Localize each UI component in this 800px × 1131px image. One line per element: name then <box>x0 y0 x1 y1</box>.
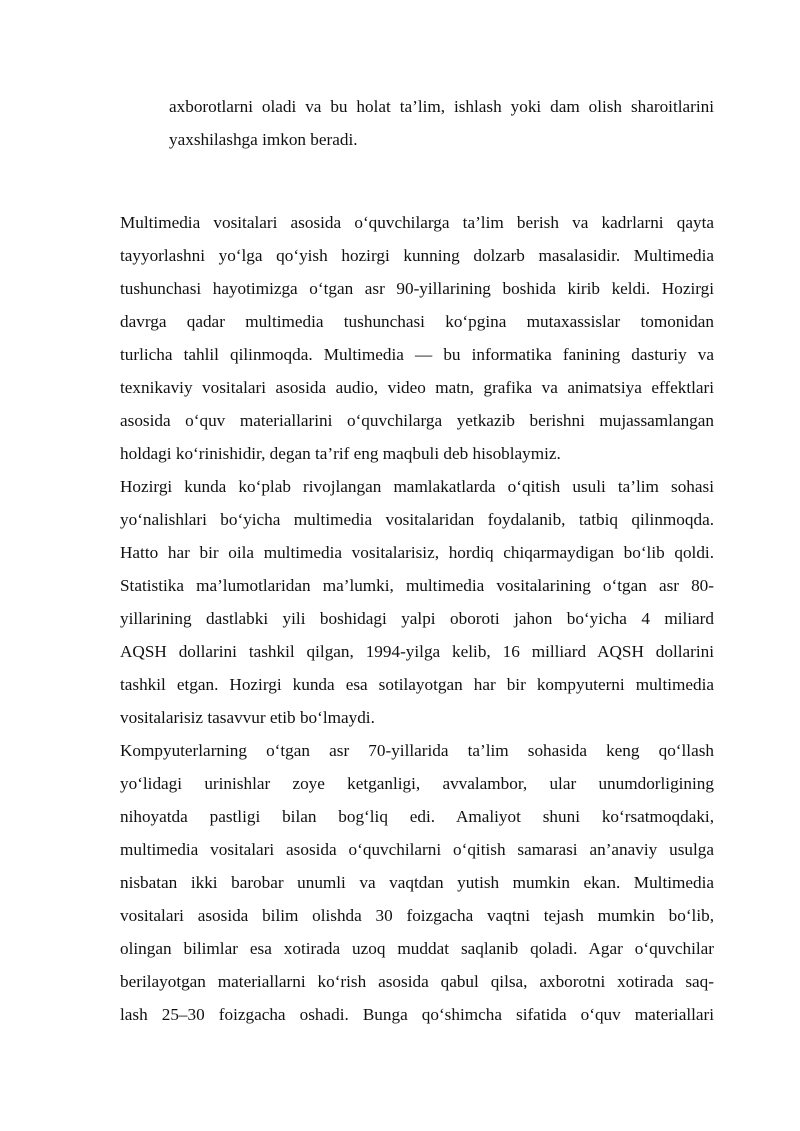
paragraph-line: tashkil etgan. Hozirgi kunda esa sotilayotgan har bir kompyuterni multimedia <box>120 675 714 694</box>
paragraph-line: olingan bilimlar esa xotirada uzoq muddat saqlanib qoladi. Agar o‘quvchilar <box>120 939 714 958</box>
paragraph-line: yo‘nalishlari bo‘yicha multimedia vositalaridan foydalanib, tatbiq qilinmoqda. <box>120 510 714 529</box>
paragraph-line: nisbatan ikki barobar unumli va vaqtdan yutish mumkin ekan. Multimedia <box>120 873 714 892</box>
paragraph-line: yillarining dastlabki yili boshidagi yalpi oboroti jahon bo‘yicha 4 miliard <box>120 609 714 628</box>
paragraph-line: AQSH dollarini tashkil qilgan, 1994-yilga kelib, 16 milliard AQSH dollarini <box>120 642 714 661</box>
paragraph-line: Hatto har bir oila multimedia vositalarisiz, hordiq chiqarmaydigan bo‘lib qoldi. <box>120 543 714 562</box>
paragraph-line: vositalari asosida bilim olishda 30 foizgacha vaqtni tejash mumkin bo‘lib, <box>120 906 714 925</box>
paragraph-line: holdagi ko‘rinishidir, degan ta’rif eng maqbuli deb hisoblaymiz. <box>120 444 561 463</box>
paragraph-line: Kompyuterlarning o‘tgan asr 70-yillarida ta’lim sohasida keng qo‘llash <box>120 741 714 760</box>
paragraph-line: Hozirgi kunda ko‘plab rivojlangan mamlakatlarda o‘qitish usuli ta’lim sohasi <box>120 477 714 496</box>
paragraph-line: Statistika ma’lumotlaridan ma’lumki, multimedia vositalarining o‘tgan asr 80- <box>120 576 714 595</box>
paragraph-line: multimedia vositalari asosida o‘quvchilarni o‘qitish samarasi an’anaviy usulga <box>120 840 714 859</box>
paragraph-line: berilayotgan materiallarni ko‘rish asosida qabul qilsa, axborotni xotirada saq- <box>120 972 714 991</box>
paragraph-line: asosida o‘quv materiallarini o‘quvchilarga yetkazib berishni mujassamlangan <box>120 411 714 430</box>
paragraph-line: texnikaviy vositalari asosida audio, video matn, grafika va animatsiya effektlari <box>120 378 714 397</box>
paragraph-line: lash 25–30 foizgacha oshadi. Bunga qo‘shimcha sifatida o‘quv materiallari <box>120 1005 714 1024</box>
paragraph-line: davrga qadar multimedia tushunchasi ko‘pgina mutaxassislar tomonidan <box>120 312 714 331</box>
paragraph-line: vositalarisiz tasavvur etib bo‘lmaydi. <box>120 708 375 727</box>
paragraph-line: yo‘lidagi urinishlar zoye ketganligi, avvalambor, ular unumdorligining <box>120 774 714 793</box>
intro-line: yaxshilashga imkon beradi. <box>169 130 358 149</box>
paragraph-line: tayyorlashni yo‘lga qo‘yish hozirgi kunning dolzarb masalasidir. Multimedia <box>120 246 714 265</box>
paragraph-line: nihoyatda pastligi bilan bog‘liq edi. Amaliyot shuni ko‘rsatmoqdaki, <box>120 807 714 826</box>
paragraph-line: Multimedia vositalari asosida o‘quvchilarga ta’lim berish va kadrlarni qayta <box>120 213 714 232</box>
intro-line: axborotlarni oladi va bu holat ta’lim, ishlash yoki dam olish sharoitlarini <box>169 97 714 116</box>
paragraph-line: turlicha tahlil qilinmoqda. Multimedia — bu informatika fanining dasturiy va <box>120 345 714 364</box>
paragraph-line: tushunchasi hayotimizga o‘tgan asr 90-yillarining boshida kirib keldi. Hozirgi <box>120 279 714 298</box>
